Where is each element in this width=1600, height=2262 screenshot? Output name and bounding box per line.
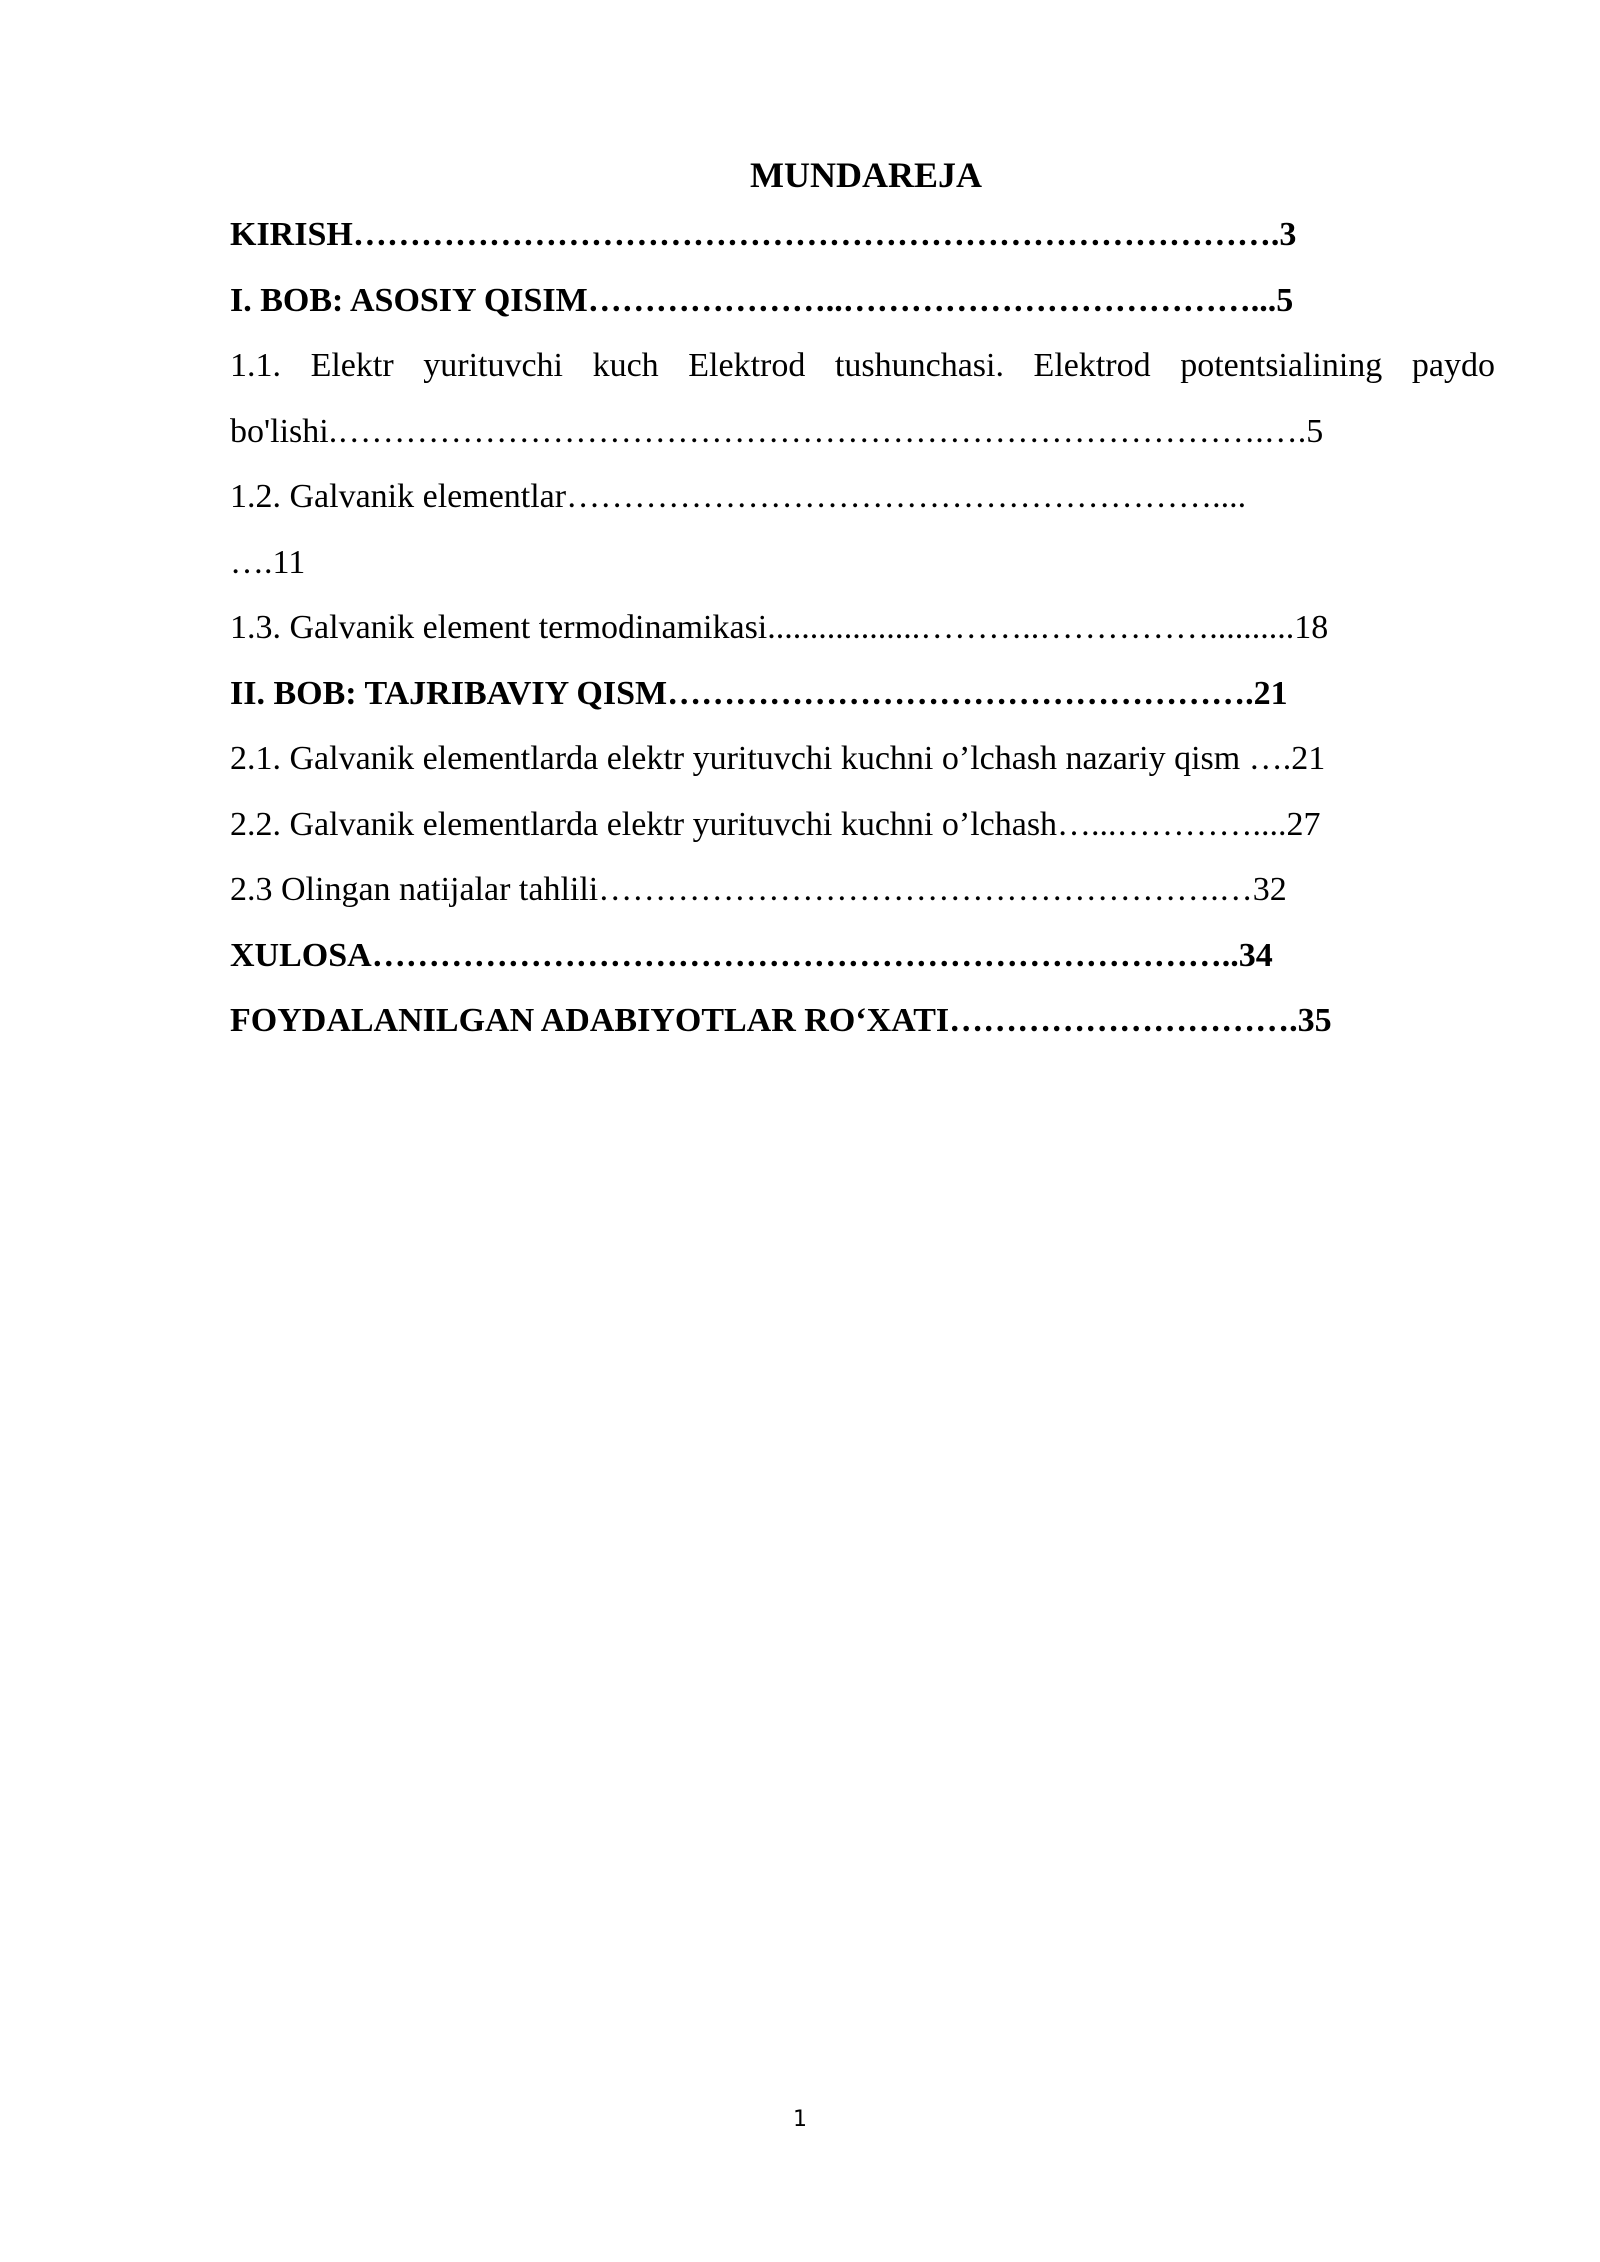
toc-entry-1-2-continued: ….11: [230, 543, 306, 581]
toc-entry-kirish: KIRISH……………………………………………………………………….3: [230, 216, 1297, 253]
toc-entry-bob-1: I. BOB: ASOSIY QISIM…………………..………………………………...5: [230, 281, 1294, 319]
page-title: MUNDAREJA: [750, 155, 982, 195]
document-page: [230, 150, 1500, 1054]
toc-entry-2-1: 2.1. Galvanik elementlarda elektr yurituvchi kuchni o’lchash nazariy qism ….21: [230, 740, 1326, 777]
toc-entry-1-2: 1.2. Galvanik elementlar…………………………………………………....: [230, 478, 1247, 515]
toc-entry-1-3: 1.3. Galvanik element termodinamikasi..................………..……………..........18: [230, 609, 1329, 646]
toc-entry-1-1-continued: bo'lishi.……………………………………………………………………….….5: [230, 412, 1324, 450]
page-number: 1: [793, 2107, 807, 2132]
toc-entry-xulosa: XULOSA…………………………………………………………………..34: [230, 936, 1273, 974]
toc-entry-2-2: 2.2. Galvanik elementlarda elektr yurituvchi kuchni o’lchash…...…………....27: [230, 805, 1321, 843]
toc-entry-bob-2: II. BOB: TAJRIBAVIY QISM…………………………………………….21: [230, 674, 1288, 712]
toc-entry-adabiyotlar: FOYDALANILGAN ADABIYOTLAR RO‘XATI………………………….35: [230, 1002, 1332, 1039]
toc-entry-1-1: 1.1. Elektr yurituvchi kuch Elektrod tushunchasi. Elektrod potentsialining paydo: [230, 347, 1495, 384]
toc-entry-2-3: 2.3 Olingan natijalar tahlili……………………………………………….…32: [230, 871, 1287, 908]
